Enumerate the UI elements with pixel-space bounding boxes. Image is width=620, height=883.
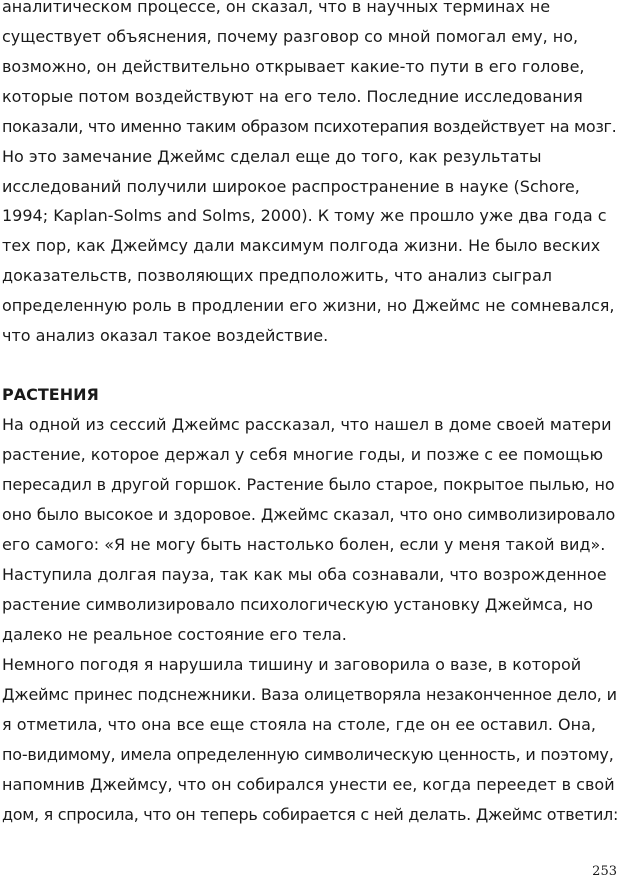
text-line: его самого: «Я не могу быть настолько болен, если у меня такой вид». <box>2 535 606 554</box>
text-line: я отметила, что она все еще стояла на столе, где он ее оставил. Она, <box>2 715 596 734</box>
text-line: определенную роль в продлении его жизни, но Джеймс не сомневался, <box>2 296 615 315</box>
text-line: по-видимому, имела определенную символическую ценность, и поэтому, <box>2 745 614 764</box>
text-line: 1994; Kaplan-Solms and Solms, 2000). К тому же прошло уже два года с <box>2 206 607 225</box>
text-line: оно было высокое и здоровое. Джеймс сказал, что оно символизировало <box>2 505 616 524</box>
section-heading: РАСТЕНИЯ <box>2 385 99 404</box>
text-line: Немного погодя я нарушила тишину и заговорила о вазе, в которой <box>2 655 582 674</box>
text-line: существует объяснения, почему разговор со мной помогал ему, но, <box>2 27 579 46</box>
text-line: дом, я спросила, что он теперь собирается с ней делать. Джеймс ответил: <box>2 805 619 824</box>
page-number: 253 <box>592 864 617 879</box>
text-line: пересадил в другой горшок. Растение было старое, покрытое пылью, но <box>2 475 615 494</box>
text-line: На одной из сессий Джеймс рассказал, что нашел в доме своей матери <box>2 415 612 434</box>
text-line: тех пор, как Джеймсу дали максимум полгода жизни. Не было веских <box>2 236 601 255</box>
text-line: растение символизировало психологическую установку Джеймса, но <box>2 595 594 614</box>
text-line: показали, что именно таким образом психотерапия воздействует на мозг. <box>2 117 617 136</box>
text-line: Но это замечание Джеймс сделал еще до того, как результаты <box>2 147 542 166</box>
text-line: доказательств, позволяющих предположить, что анализ сыграл <box>2 266 552 285</box>
text-line: что анализ оказал такое воздействие. <box>2 326 329 345</box>
text-line: аналитическом процессе, он сказал, что в научных терминах не <box>2 0 551 16</box>
text-line: растение, которое держал у себя многие годы, и позже с ее помощью <box>2 445 604 464</box>
text-line: которые потом воздействуют на его тело. Последние исследования <box>2 87 583 106</box>
text-line: Джеймс принес подснежники. Ваза олицетворяла незаконченное дело, и <box>2 685 617 704</box>
text-line: Наступила долгая пауза, так как мы оба сознавали, что возрожденное <box>2 565 607 584</box>
text-line: исследований получили широкое распространение в науке (Schore, <box>2 177 580 196</box>
text-line: напомнив Джеймсу, что он собирался унести ее, когда переедет в свой <box>2 775 615 794</box>
text-line: возможно, он действительно открывает какие-то пути в его голове, <box>2 57 585 76</box>
text-line: далеко не реальное состояние его тела. <box>2 625 347 644</box>
